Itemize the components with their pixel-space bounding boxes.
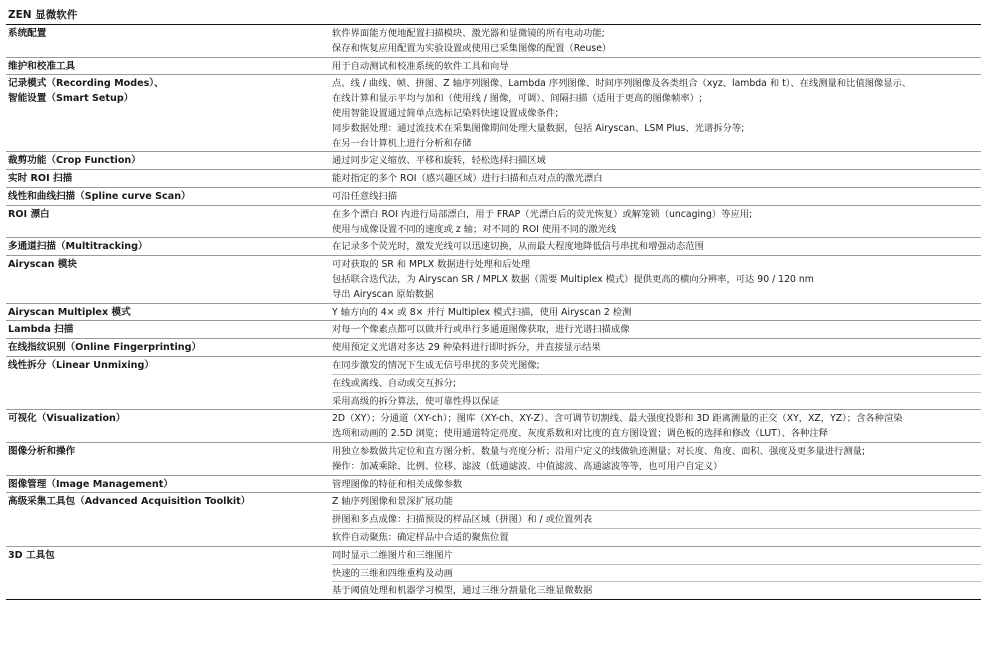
description-block bbox=[332, 392, 981, 410]
feature-name bbox=[6, 410, 332, 443]
table-row bbox=[6, 25, 981, 57]
table-row bbox=[6, 410, 981, 443]
description-block bbox=[332, 564, 981, 582]
table-row bbox=[6, 238, 981, 256]
feature-name bbox=[6, 170, 332, 188]
feature-description bbox=[332, 442, 981, 475]
table-row bbox=[6, 546, 981, 599]
table-row bbox=[6, 256, 981, 303]
feature-name-line: 维护和校准工具 bbox=[8, 60, 76, 72]
feature-description bbox=[332, 339, 981, 357]
description-block bbox=[332, 238, 981, 255]
feature-description bbox=[332, 205, 981, 238]
feature-description bbox=[332, 546, 981, 599]
table-row bbox=[6, 475, 981, 493]
description-line: 保存和恢复应用配置为实验设置或使用已采集图像的配置（Reuse） bbox=[332, 42, 612, 54]
description-line: 软件界面能方便地配置扫描模块、激光器和显微镜的所有电动功能; bbox=[332, 28, 605, 39]
feature-name bbox=[6, 339, 332, 357]
description-line: 使用预定义光谱对多达 29 种染料进行即时拆分，并直接显示结果 bbox=[332, 342, 601, 354]
description-line: 软件自动聚焦：确定样品中合适的聚焦位置 bbox=[332, 531, 509, 543]
description-line: 使用与成像设置不同的速度或 z 轴；对不同的 ROI 使用不同的激光线 bbox=[332, 223, 617, 235]
description-line: 管理图像的特征和相关成像参数 bbox=[332, 478, 463, 490]
description-block bbox=[332, 493, 981, 510]
description-line: 在同步激发的情况下生成无信号串扰的多荧光图像; bbox=[332, 359, 540, 371]
description-line: 用于自动测试和校准系统的软件工具和向导 bbox=[332, 60, 509, 72]
description-line: 在多个漂白 ROI 内进行局部漂白，用于 FRAP（光漂白后的荧光恢复）或解笼锁（uncaging）等应用; bbox=[332, 208, 753, 220]
description-line: 点、线 / 曲线、帧、拼图、Z 轴序列图像、Lambda 序列图像、时间序列图像及各类组合（xyz、lambda 和 t）、在线测量和比值图像显示、 bbox=[332, 78, 912, 90]
feature-name bbox=[6, 256, 332, 303]
description-block bbox=[332, 510, 981, 528]
feature-name-line: 在线指纹识别（Online Fingerprinting） bbox=[8, 342, 202, 354]
feature-description bbox=[332, 356, 981, 409]
description-block bbox=[332, 25, 981, 57]
feature-name-line: Lambda 扫描 bbox=[8, 324, 74, 336]
feature-description bbox=[332, 303, 981, 321]
feature-name-line: 线性拆分（Linear Unmixing） bbox=[8, 359, 154, 371]
feature-name-line: 图像分析和操作 bbox=[8, 445, 76, 457]
feature-name-line: 可视化（Visualization） bbox=[8, 413, 126, 425]
table-row bbox=[6, 170, 981, 188]
description-line: 通过同步定义缩放、平移和旋转，轻松选择扫描区域 bbox=[332, 155, 546, 167]
description-line: 使用智能设置通过简单点选标记染料快速设置成像条件; bbox=[332, 107, 559, 119]
feature-name-line: Airyscan Multiplex 模式 bbox=[8, 306, 131, 318]
description-line: 用独立参数做共定位和直方图分析、数量与亮度分析；沿用户定义的线做轨迹测量；对长度、角度、面积、强度及更多量进行测量; bbox=[332, 445, 866, 457]
description-line: 选项和动画的 2.5D 浏览；使用通道特定亮度、灰度系数和对比度的直方图设置；调色板的选择和修改（LUT）、各种注释 bbox=[332, 428, 828, 440]
description-line: 快速的三维和四维重构及动画 bbox=[332, 567, 453, 579]
feature-name bbox=[6, 356, 332, 409]
description-block bbox=[332, 528, 981, 546]
description-block bbox=[332, 170, 981, 187]
feature-description bbox=[332, 57, 981, 75]
description-line: 操作：加减乘除、比例、位移、滤波（低通滤波、中值滤波、高通滤波等等，也可用户自定义） bbox=[332, 460, 723, 472]
table-row bbox=[6, 493, 981, 546]
feature-name bbox=[6, 303, 332, 321]
table-row bbox=[6, 152, 981, 170]
feature-name bbox=[6, 75, 332, 152]
description-block bbox=[332, 58, 981, 75]
description-block bbox=[332, 581, 981, 599]
description-block bbox=[332, 75, 981, 151]
description-line: 在另一台计算机上进行分析和存储 bbox=[332, 137, 472, 149]
description-block bbox=[332, 321, 981, 338]
description-block bbox=[332, 304, 981, 321]
feature-description bbox=[332, 493, 981, 546]
table-row bbox=[6, 303, 981, 321]
description-line: 能对指定的多个 ROI（感兴趣区域）进行扫描和点对点的激光漂白 bbox=[332, 173, 603, 185]
description-block bbox=[332, 357, 981, 374]
feature-name bbox=[6, 187, 332, 205]
feature-name-line: 实时 ROI 扫描 bbox=[8, 173, 73, 185]
description-line: 同步数据处理：通过流技术在采集图像期间处理大量数据，包括 Airyscan、LSM Plus、光谱拆分等; bbox=[332, 122, 745, 134]
description-block bbox=[332, 547, 981, 564]
document bbox=[6, 0, 981, 600]
feature-name-line: 多通道扫描（Multitracking） bbox=[8, 241, 148, 253]
description-line: Z 轴序列图像和景深扩展功能 bbox=[332, 496, 453, 508]
table-row bbox=[6, 57, 981, 75]
description-line: 基于阈值处理和机器学习模型，通过三维分割量化三维显微数据 bbox=[332, 585, 593, 597]
feature-description bbox=[332, 170, 981, 188]
feature-name bbox=[6, 493, 332, 546]
feature-name-line: 图像管理（Image Management） bbox=[8, 478, 173, 490]
description-block bbox=[332, 476, 981, 493]
description-line: 对每一个像素点都可以做并行或串行多通道图像获取，进行光谱扫描成像 bbox=[332, 324, 630, 336]
feature-name bbox=[6, 25, 332, 57]
feature-description bbox=[332, 152, 981, 170]
feature-name-line: 线性和曲线扫描（Spline curve Scan） bbox=[8, 190, 191, 202]
feature-name bbox=[6, 57, 332, 75]
feature-name-line: 高级采集工具包（Advanced Acquisition Toolkit） bbox=[8, 496, 251, 508]
feature-description bbox=[332, 256, 981, 303]
feature-name-line: 裁剪功能（Crop Function） bbox=[8, 155, 141, 167]
description-block bbox=[332, 443, 981, 475]
feature-table bbox=[6, 25, 981, 600]
feature-name-line: 记录模式（Recording Modes）、 bbox=[8, 78, 164, 90]
description-line: 同时显示二维图片和三维图片 bbox=[332, 549, 453, 561]
description-line: 拼图和多点成像：扫描预设的样品区域（拼图）和 / 或位置列表 bbox=[332, 514, 593, 526]
table-row bbox=[6, 339, 981, 357]
table-row bbox=[6, 205, 981, 238]
feature-name bbox=[6, 205, 332, 238]
feature-name bbox=[6, 475, 332, 493]
feature-description bbox=[332, 187, 981, 205]
feature-name-line: ROI 漂白 bbox=[8, 208, 50, 220]
description-line: 采用高级的拆分算法，使可靠性得以保证 bbox=[332, 395, 500, 407]
description-line: 可对获取的 SR 和 MPLX 数据进行处理和后处理 bbox=[332, 259, 531, 271]
description-block bbox=[332, 152, 981, 169]
description-block bbox=[332, 206, 981, 238]
description-block bbox=[332, 188, 981, 205]
description-line: 可沿任意线扫描 bbox=[332, 190, 398, 202]
feature-description bbox=[332, 238, 981, 256]
feature-table-body bbox=[6, 25, 981, 600]
description-line: 包括联合迭代法，为 Airyscan SR / MPLX 数据（需要 Multiplex 模式）提供更高的横向分辨率，可达 90 / 120 nm bbox=[332, 273, 814, 285]
feature-description bbox=[332, 25, 981, 57]
feature-name bbox=[6, 152, 332, 170]
description-line: 2D（XY）；分通道（XY-ch）；图库（XY-ch、XY-Z）、含可调节切割线、最大强度投影和 3D 距离测量的正交（XY，XZ，YZ）；含各种渲染 bbox=[332, 413, 903, 425]
description-line: 在线或离线、自动或交互拆分; bbox=[332, 377, 456, 389]
table-row bbox=[6, 321, 981, 339]
page-title: ZEN 显微软件 bbox=[8, 9, 78, 21]
feature-description bbox=[332, 410, 981, 443]
description-line: 导出 Airyscan 原始数据 bbox=[332, 288, 434, 300]
description-block bbox=[332, 410, 981, 442]
description-block bbox=[332, 374, 981, 392]
feature-description bbox=[332, 475, 981, 493]
feature-name-line: 3D 工具包 bbox=[8, 549, 55, 561]
feature-name bbox=[6, 321, 332, 339]
feature-name-line: 智能设置（Smart Setup） bbox=[8, 93, 134, 105]
feature-name bbox=[6, 442, 332, 475]
feature-name-line: Airyscan 模块 bbox=[8, 259, 77, 271]
feature-name bbox=[6, 238, 332, 256]
table-row bbox=[6, 442, 981, 475]
table-row bbox=[6, 356, 981, 409]
feature-description bbox=[332, 75, 981, 152]
table-row bbox=[6, 75, 981, 152]
description-block bbox=[332, 339, 981, 356]
feature-description bbox=[332, 321, 981, 339]
table-row bbox=[6, 187, 981, 205]
description-line: 在记录多个荧光时，激发光线可以迅速切换，从而最大程度地降低信号串扰和增强动态范围 bbox=[332, 241, 704, 253]
feature-name bbox=[6, 546, 332, 599]
description-line: Y 轴方向的 4× 或 8× 并行 Multiplex 模式扫描，使用 Airyscan 2 检测 bbox=[332, 306, 632, 318]
description-block bbox=[332, 256, 981, 302]
description-line: 在线计算和显示平均与加和（使用线 / 图像，可调）、间隔扫描（适用于更高的图像帧率）; bbox=[332, 93, 703, 105]
feature-name-line: 系统配置 bbox=[8, 28, 47, 39]
